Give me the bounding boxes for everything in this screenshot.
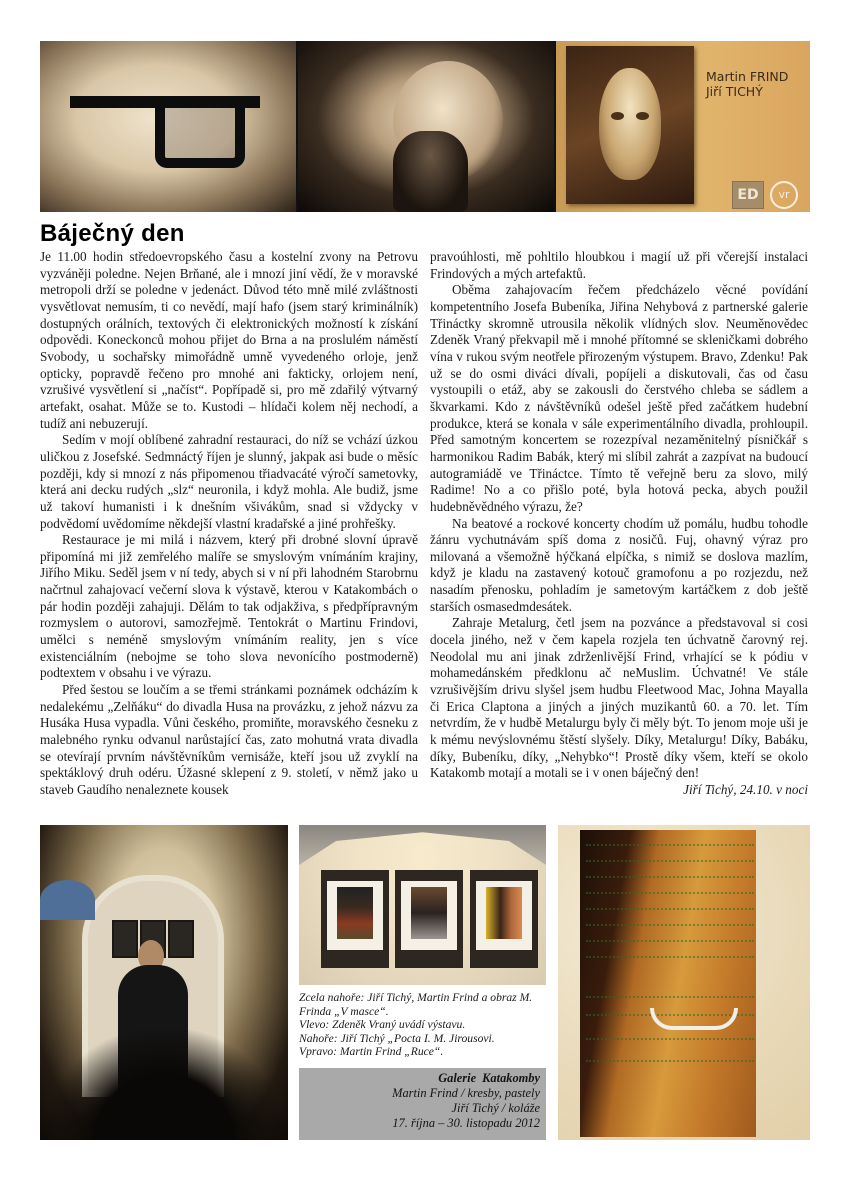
artist-name-frind: Martin FRIND bbox=[706, 69, 789, 84]
wall-frame bbox=[112, 920, 138, 958]
photo-captions bbox=[299, 991, 549, 1059]
article-title: Báječný den bbox=[40, 220, 185, 247]
handcuff-shape bbox=[650, 1008, 738, 1030]
wall-frame bbox=[168, 920, 194, 958]
photo-portrait-tichy bbox=[298, 41, 554, 212]
photo-portrait-frind bbox=[40, 41, 296, 212]
caption-line: Zcela nahoře: Jiří Tichý, Martin Frind a obraz M. Frinda „V masce“. bbox=[299, 991, 533, 1018]
paragraph: Před šestou se loučím a se třemi stránkami poznámek odcházím k nedalekému „Zelňáku“ do divadla Husa na provázku, z jehož názvu za Husáka Husa vypadla. Vůni českého, promiňte, moravského česneku z malebného rynku odvanul narůstající čas, zato mohutná vrata divadla se otevírají prvním návštěvníkům vernisáže, kteří jsou už zvyklí na spektáklový druh odéru. Úžasné sklepení z 9. století, v němž jako u staveb Gaudího nenaleznete kousek bbox=[40, 682, 418, 797]
collage-frame bbox=[470, 870, 538, 968]
artist-name-tichy: Jiří TICHÝ bbox=[706, 84, 763, 99]
ed-logo-icon: ED bbox=[732, 181, 764, 209]
header-banner bbox=[40, 41, 810, 212]
collage-frame bbox=[395, 870, 463, 968]
caption-line: Vlevo: Zdeněk Vraný uvádí výstavu. bbox=[299, 1018, 466, 1032]
artist-names bbox=[706, 69, 788, 99]
ruce-painting bbox=[580, 830, 756, 1137]
exhibition-line-tichy: Jiří Tichý / koláže bbox=[451, 1101, 540, 1115]
exhibition-info-box bbox=[299, 1068, 546, 1140]
paragraph: Oběma zahajovacím řečem předcházelo věcné povídání kompetentního Josefa Bubeníka, Jiřina Nehybová z partnerské galerie Třináctky skromně utrousila několik vlídných slov. Neuměnovědec Zdeněk Vraný překvapil mě i mnohé přítomné se skleničkami dobrého vína v rukou svým neotřele přirozeným výstupem. Bravo, Zdenku! Pak už se do osmi diváci dívali, popíjeli a diskutovali, čas od času vystoupili o etáž, aby se zakousli do čerstvého chleba se sádlem a škvarkami. Kdo z návštěvníků odešel ještě před začátkem hudební produkce, která se konala v sále experimentálního divadla, prohloupil. Před samotným koncertem se rozezpíval nezaměnitelný písničkář s harmonikou Radim Babák, který mi slíbil zahrát a zazpívat na budoucí autogramiádě ve Třináctce. Tímto tě veřejně beru za slovo, milý Radime! No a co přišlo poté, byla hotová pecka, abych použil hudebněvědného výrazu, že? bbox=[430, 282, 808, 514]
stone-vault bbox=[299, 825, 546, 865]
caption-line: Vpravo: Martin Frind „Ruce“. bbox=[299, 1045, 444, 1059]
paragraph: Sedím v mojí oblíbené zahradní restauraci, do níž se vchází úzkou uličkou z Josefské. Sedmnáctý říjen je slunný, jakpak asi bude o měsíc později, kdy si mnozí z nás připomenou třiadvacáté výročí sametovky, která ani decku rudých „slz“ neuronila, i když mohla. Ale budiž, jsme už takoví humanisti i k dnešním všivákům, snad si vždycky v podvědomí uvědomíme někdejší vlastní kradařské a jiné prohřešky. bbox=[40, 432, 418, 531]
exhibition-dates: 17. října – 30. listopadu 2012 bbox=[392, 1116, 540, 1130]
author-signature: Jiří Tichý, 24.10. v noci bbox=[683, 782, 808, 797]
photo-vrany-opening bbox=[40, 825, 288, 1140]
caption-line: Nahoře: Jiří Tichý „Pocta I. M. Jirousovi. bbox=[299, 1031, 495, 1045]
paragraph: Na beatové a rockové koncerty chodím už pomálu, hudbu tohodle žánru vychutnávám spíš doma z nosičů. Fuj, ohavný výraz pro milovaná a všemožně hýčkaná elpíčka, s nimiž se doslova mazlím, když je kladu na zastavený kotouč gramofonu a po rozjezdu, než nasadím přenosku, pohladím je sametovým kartáčkem z dob ještě starších osmasedmdesátek. bbox=[430, 515, 808, 614]
exhibition-line-frind: Martin Frind / kresby, pastely bbox=[392, 1086, 540, 1100]
paragraph: Zahraje Metalurg, četl jsem na pozvánce a představoval si cosi docela jiného, než v čem kapela rozjela ten úchvatně čarovný rej. Neodolal mu ani jinak zdrženlivější Frind, vrhající se k pódiu v mohamedánském předklonu ač neMuslim. Úchvatné! Ve stále vzrušivějším drivu slyšel jsem hudbu Fleetwood Mac, Johna Mayalla či Erica Claptona a jiných a jiných muzikantů 60. a 70. let. Tím netvrdím, že v hudbě Metalurgu byly či měly být. To jenom moje uši je k mému nevýslovnému štěstí slyšely. Díky, Metalurgu! Díky, Babáku, díky, Bubeníku, díky, „Nehybko“! Prostě díky všem, kteří se okolo Katakomb motají a motali se i v onen báječný den! bbox=[430, 615, 808, 781]
mask-painting bbox=[566, 46, 694, 204]
collage-frame bbox=[321, 870, 389, 968]
photo-painting-v-masce bbox=[556, 41, 810, 212]
mask-face bbox=[599, 68, 661, 180]
visitor-cap bbox=[40, 880, 95, 920]
beard-shape bbox=[393, 131, 468, 212]
vr-logo-icon: vr bbox=[770, 181, 798, 209]
gallery-name: Galerie Katakomby bbox=[438, 1071, 540, 1085]
glasses-shape bbox=[70, 96, 260, 154]
article-column-left bbox=[40, 249, 418, 799]
photo-painting-ruce bbox=[558, 825, 810, 1140]
crowd-silhouettes bbox=[40, 1025, 288, 1140]
article-column-right bbox=[430, 249, 808, 799]
paragraph: pravoúhlosti, mě pohltilo hloubkou i magií už při včerejší instalaci Frindových a mých artefaktů. bbox=[430, 249, 808, 281]
paragraph: Je 11.00 hodin středoevropského času a kostelní zvony na Petrovu vyzváněji poledne. Nejen Brňané, ale i mnozí jiní vědí, že v moravské metropoli drží se poledne v jedenáct. Důvod této mně milé zvláštnosti vysvětlovat nemusím, ti co nevědí, mají hafo (jsem starý kriminálník) dostupných orálních, textových či elektronických možností k získání odpovědi. Koneckonců mohou přijet do Brna a na proslulém náměstí Svobody, u sochařsky mimořádně umně vyvedeného orloje, jenž opticky, popravdě řečeno pro mnohé ani fakticky, orlojem není, vzrušivé vysvětlení si „načíst“. Popřípadě si, pro mě zdařilý výtvarný artefakt, osahat. Může se to. Kustodi – hlídači kolem něj nechodí, a tudíž ani nebuzerují. bbox=[40, 249, 418, 431]
photo-pocta-jirousovi bbox=[299, 825, 546, 985]
paragraph: Restaurace je mi milá i názvem, který při drobné slovní úpravě připomíná mi již zemřelého malíře se smyslovým vnímáním krajiny, Jiřího Miku. Seděl jsem v ní tedy, abych si v ní při lahodném Starobrnu načrtnul zahajovací večerní slova k výstavě, kterou v Katakombách o pár hodin později zahajuji. Dělám to tak odjakživa, s předpřípravným rozmyslem o autorovi, samozřejmě. Tentokrát o Martinu Frindovi, umělci s neméně smyslovým vnímáním reality, jen s více existenciálním (nebojme se toho slova nevonícího postmoderně) podtextem v obsahu i ve výrazu. bbox=[40, 532, 418, 681]
